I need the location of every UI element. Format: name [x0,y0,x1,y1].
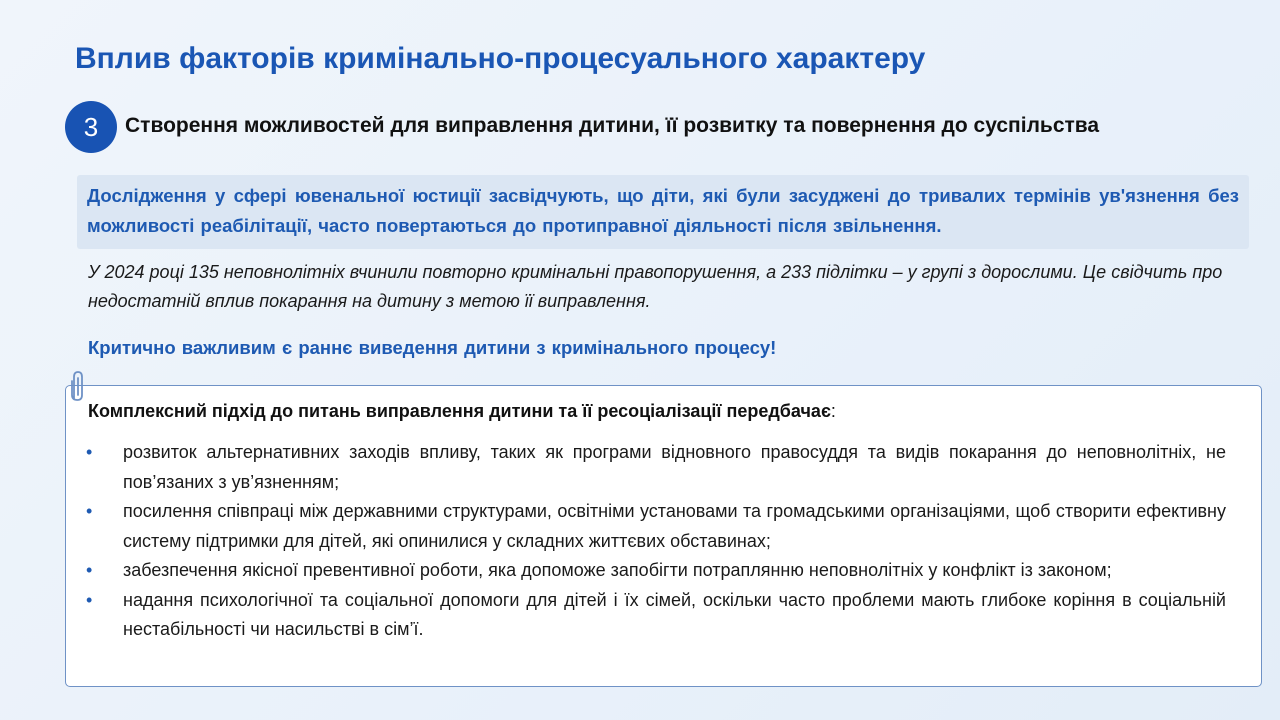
bullet-icon: • [86,560,93,580]
list-item-text: забезпечення якісної превентивної роботи, яка допоможе запобігти потраплянню неповнолітніх у конфлікт із законом; [123,560,1112,580]
list-item-text: надання психологічної та соціальної допомоги для дітей і їх сімей, оскільки часто проблеми мають глибоке коріння в соціальній нестабільності чи насильстві в сім’ї. [123,589,1226,639]
statistics-text: У 2024 році 135 неповнолітніх вчинили повторно кримінальні правопорушення, а 233 підлітки – у групі з дорослими. Це свідчить про недостатній вплив покарання на дитину з метою її виправлення. [88,262,1223,311]
paperclip-icon [68,369,86,403]
list-item [66,556,1263,586]
list-item [66,438,1263,497]
approach-box [65,385,1262,687]
emphasis-statement: Критично важливим є раннє виведення дитини з кримінального процесу! [88,337,777,358]
approach-heading-colon: : [830,401,836,421]
section-number-badge: 3 [65,101,117,153]
slide-title: Вплив факторів кримінально-процесуального характеру [75,42,926,75]
bullet-icon: • [86,589,93,610]
research-callout-text: Дослідження у сфері ювенальної юстиції засвідчують, що діти, які були засуджені до тривалих термінів ув'язнення без можливості реабілітації, часто повертаються до протиправної діяльності після звільнення. [87,185,1239,236]
list-item [66,497,1263,556]
approach-heading [88,401,836,422]
list-item-text: розвиток альтернативних заходів впливу, таких як програми відновного правосуддя та видів покарання до неповнолітніх, не пов’язаних з ув’язненням; [123,442,1226,492]
list-item [66,586,1263,645]
approach-list [66,438,1263,645]
research-callout [77,175,1249,249]
bullet-icon: • [86,442,93,462]
bullet-icon: • [86,501,93,521]
section-heading: Створення можливостей для виправлення дитини, її розвитку та повернення до суспільства [125,114,1100,137]
list-item-text: посилення співпраці між державними структурами, освітніми установами та громадськими організаціями, щоб створити ефективну систему підтримки для дітей, які опинилися у складних життєвих обставинах; [123,501,1226,551]
approach-heading-text: Комплексний підхід до питань виправлення дитини та її ресоціалізації передбачає [88,401,831,421]
